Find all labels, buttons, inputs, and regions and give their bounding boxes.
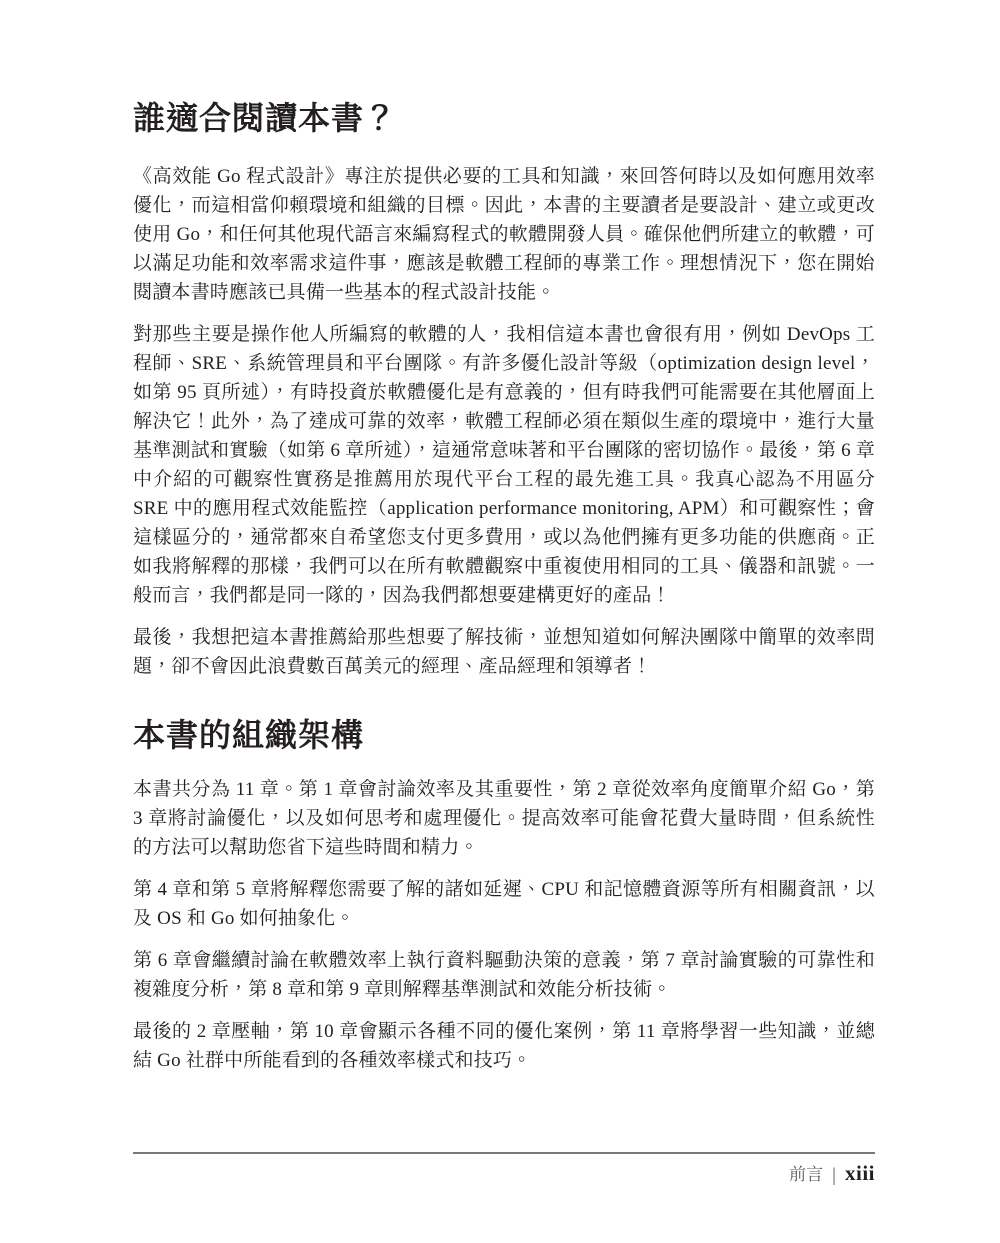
organization-paragraph-3: 第 6 章會繼續討論在軟體效率上執行資料驅動決策的意義，第 7 章討論實驗的可靠性和複雜度分析，第 8 章和第 9 章則解釋基準測試和效能分析技術。 bbox=[133, 950, 875, 1000]
section-audience bbox=[133, 96, 875, 681]
footer-rule bbox=[133, 1152, 875, 1154]
footer-page-number: xiii bbox=[844, 1161, 875, 1185]
audience-paragraph-1: 《高效能 Go 程式設計》專注於提供必要的工具和知識，來回答何時以及如何應用效率優化，而這相當仰賴環境和組織的目標。因此，本書的主要讀者是要設計、建立或更改使用 Go，和任何其他現代語言來編寫程式的軟體開發人員。確保他們所建立的軟體，可以滿足功能和效率需求這件事，應該是軟體工程師的專業工作。理想情況下，您在開始閱讀本書時應該已具備一些基本的程式設計技能。 bbox=[133, 166, 875, 303]
footer-separator: | bbox=[832, 1165, 836, 1186]
page-content bbox=[133, 0, 875, 1088]
audience-paragraph-2: 對那些主要是操作他人所編寫的軟體的人，我相信這本書也會很有用，例如 DevOps 工程師、SRE、系統管理員和平台團隊。有許多優化設計等級（optimization design level，如第 95 頁所述），有時投資於軟體優化是有意義的，但有時我們可能需要在其他層面上解決它！此外，為了達成可靠的效率，軟體工程師必須在類似生產的環境中，進行大量基準測試和實驗（如第 6 章所述），這通常意味著和平台團隊的密切協作。最後，第 6 章中介紹的可觀察性實務是推薦用於現代平台工程的最先進工具。我真心認為不用區分 SRE 中的應用程式效能監控（application performance monitoring, APM）和可觀察性；會這樣區分的，通常都來自希望您支付更多費用，或以為他們擁有更多功能的供應商。正如我將解釋的那樣，我們可以在所有軟體觀察中重複使用相同的工具、儀器和訊號。一般而言，我們都是同一隊的，因為我們都想要建構更好的產品！ bbox=[133, 324, 875, 606]
organization-paragraph-4: 最後的 2 章壓軸，第 10 章會顯示各種不同的優化案例，第 11 章將學習一些知識，並總結 Go 社群中所能看到的各種效率樣式和技巧。 bbox=[133, 1021, 875, 1071]
section-organization bbox=[133, 713, 875, 1075]
footer-chapter-label: 前言 bbox=[789, 1165, 824, 1184]
heading-who-should-read: 誰適合閱讀本書？ bbox=[133, 100, 398, 136]
organization-paragraph-2: 第 4 章和第 5 章將解釋您需要了解的諸如延遲、CPU 和記憶體資源等所有相關資訊，以及 OS 和 Go 如何抽象化。 bbox=[133, 879, 875, 929]
organization-paragraph-1: 本書共分為 11 章。第 1 章會討論效率及其重要性，第 2 章從效率角度簡單介紹 Go，第 3 章將討論優化，以及如何思考和處理優化。提高效率可能會花費大量時間，但系統性的方法可以幫助您省下這些時間和精力。 bbox=[133, 779, 875, 858]
page-footer bbox=[133, 1160, 875, 1186]
audience-paragraph-3: 最後，我想把這本書推薦給那些想要了解技術，並想知道如何解決團隊中簡單的效率問題，卻不會因此浪費數百萬美元的經理、產品經理和領導者！ bbox=[133, 627, 875, 677]
heading-book-organization: 本書的組織架構 bbox=[133, 717, 365, 753]
